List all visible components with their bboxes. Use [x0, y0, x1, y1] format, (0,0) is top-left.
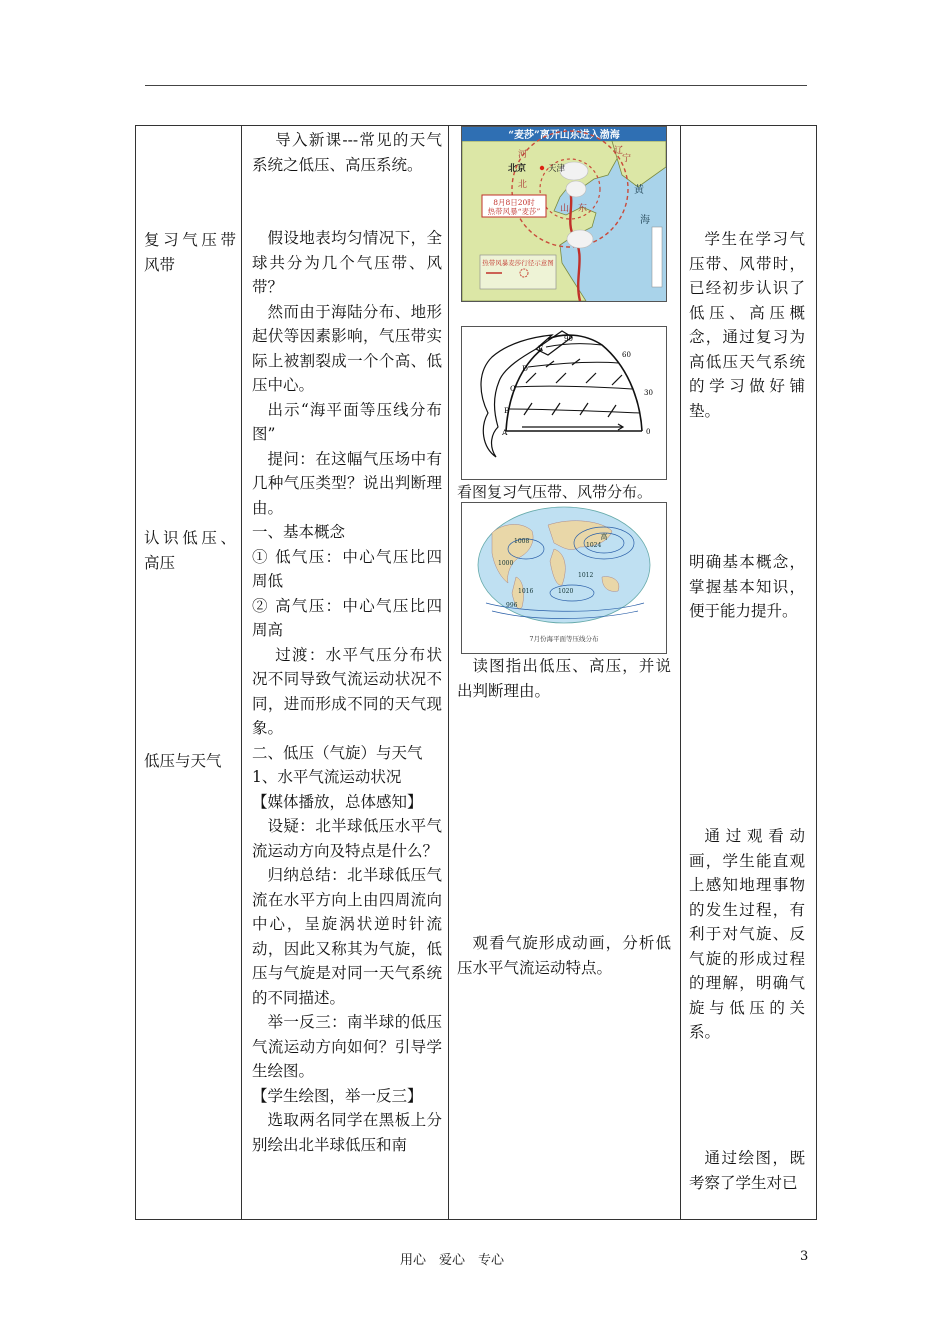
student-activity-column — [449, 126, 681, 1220]
pressure-belt-figure — [461, 326, 667, 480]
belt-label-c: C — [510, 384, 516, 393]
label-tianjin: 天津 — [548, 164, 566, 174]
transition-paragraph: 过渡：水平气压分布状况不同导致气流运动状况不同，进而形成不同的天气现象。 — [252, 645, 442, 737]
page-number: 3 — [800, 1249, 809, 1264]
isobar-map-figure — [461, 502, 667, 654]
stage-low-weather: 低压与天气 — [144, 752, 222, 770]
label-shan: 山 — [560, 204, 570, 214]
basic-heading: 一、基本概念 — [252, 523, 346, 541]
isobar-value-2: 1008 — [514, 538, 530, 545]
analogy-paragraph: 举一反三：南半球的低压气流运动方向如何？引导学生绘图。 — [252, 1013, 442, 1080]
high-pressure-definition: ② 高气压：中心气压比四周高 — [252, 596, 442, 639]
intent-4-text: 通过绘图，既考察了学生对已 — [689, 1149, 805, 1192]
caption-animation-text: 观看气旋形成动画，分析低压水平气流运动特点。 — [457, 934, 671, 977]
media-note: 【媒体播放，总体感知】 — [252, 792, 423, 811]
ask-paragraph: 提问：在这幅气压场中有几种气压类型？说出判断理由。 — [252, 449, 442, 517]
intent-3 — [689, 824, 805, 1045]
isobar-value-3: 1000 — [498, 560, 514, 567]
design-intent-column — [681, 126, 817, 1220]
label-ning: 宁 — [622, 154, 632, 164]
intro-paragraph: 导入新课---常见的天气系统之低压、高压系统。 — [252, 131, 442, 174]
label-liao: 辽 — [614, 146, 624, 156]
isobar-value-4: 1012 — [578, 572, 594, 579]
low-pressure-definition: ① 低气压：中心气压比四周低 — [252, 547, 442, 590]
however-paragraph: 然而由于海陆分布、地形起伏等因素影响，气压带实际上被割裂成一个个高、低压中心。 — [252, 302, 442, 394]
label-dong: 东 — [578, 204, 588, 214]
belt-deg-30: 30 — [644, 389, 653, 397]
label-he: 河 — [518, 150, 528, 160]
caption-animation — [457, 931, 671, 980]
caption-isobar-text: 读图指出低压、高压，并说出判断理由。 — [457, 657, 671, 700]
teacher-activity-column — [242, 126, 449, 1220]
belt-label-d: D — [522, 364, 529, 373]
intent-4 — [689, 1146, 805, 1195]
stage-recognize: 认识低压、高压 — [144, 529, 236, 572]
label-huang: 黄 — [634, 185, 644, 196]
isobar-value-7: 996 — [506, 602, 518, 609]
typhoon-note-1: 8月8日20时 — [493, 198, 535, 207]
belt-label-a: A — [502, 428, 508, 437]
belt-label-b: B — [504, 406, 510, 415]
pressure-belt-svg — [462, 327, 666, 479]
assume-paragraph: 假设地表均匀情况下，全球共分为几个气压带、风带？ — [252, 229, 442, 296]
belt-deg-60: 60 — [622, 351, 631, 359]
intent-3-text: 通过观看动画，学生能直观上感知地理事物的发生过程，有利于对气旋、反气旋的形成过程的理解，明确气旋与低压的关系。 — [689, 827, 805, 1041]
header-rule — [145, 85, 807, 86]
teacher-text — [252, 128, 442, 1157]
low-pressure-heading: 二、低压（气旋）与天气 — [252, 743, 423, 762]
typhoon-note-2: 热带风暴“麦莎” — [487, 207, 541, 216]
draw-note: 【学生绘图，举一反三】 — [252, 1086, 423, 1105]
isobar-high-label: 高 — [600, 533, 608, 541]
belt-label-e: E — [538, 344, 544, 353]
typhoon-map-figure — [461, 126, 667, 302]
typhoon-map-svg — [462, 127, 666, 301]
label-hai: 海 — [640, 215, 650, 226]
isobar-value-1: 1024 — [586, 542, 602, 549]
horizontal-heading: 1、水平气流运动状况 — [252, 768, 402, 786]
lesson-table — [135, 125, 817, 1220]
footer-motto: 用心 爱心 专心 — [400, 1253, 505, 1268]
stage-column — [136, 126, 242, 1220]
question-paragraph: 设疑：北半球低压水平气流运动方向及特点是什么？ — [252, 817, 442, 860]
isobar-map-title: 7月份海平面等压线分布 — [529, 635, 599, 643]
belt-deg-0: 0 — [646, 428, 651, 436]
isobar-map-svg — [462, 503, 666, 653]
typhoon-title: “麦莎”离开山东进入渤海 — [508, 130, 620, 141]
caption-isobar — [457, 654, 671, 703]
belt-deg-90: 90 — [564, 335, 573, 343]
stage-review: 复习气压带风带 — [144, 231, 236, 274]
isobar-value-6: 1016 — [518, 588, 534, 595]
typhoon-legend: 热带风暴麦莎行径示意图 — [482, 259, 554, 267]
isobar-value-5: 1020 — [558, 588, 574, 595]
intent-1-text: 学生在学习气压带、风带时，已经初步认识了低压、高压概念，通过复习为高低压天气系统的学习做好铺垫。 — [689, 230, 805, 420]
spacer — [252, 177, 442, 226]
label-bei: 北 — [518, 180, 528, 190]
summary-paragraph: 归纳总结：北半球低压气流在水平方向上由四周流向中心，呈旋涡状逆时针流动，因此又称其为气旋，低压与气旋是对同一天气系统的不同描述。 — [252, 866, 442, 1007]
show-paragraph: 出示“海平面等压线分布图” — [252, 400, 442, 443]
intent-1 — [689, 227, 805, 423]
intent-2 — [689, 550, 805, 624]
caption-belts: 看图复习气压带、风带分布。 — [457, 483, 653, 501]
select-paragraph: 选取两名同学在黑板上分别绘出北半球低压和南 — [252, 1111, 442, 1154]
intent-2-text: 明确基本概念，掌握基本知识，便于能力提升。 — [689, 553, 805, 620]
label-beijing: 北京 — [508, 164, 527, 174]
